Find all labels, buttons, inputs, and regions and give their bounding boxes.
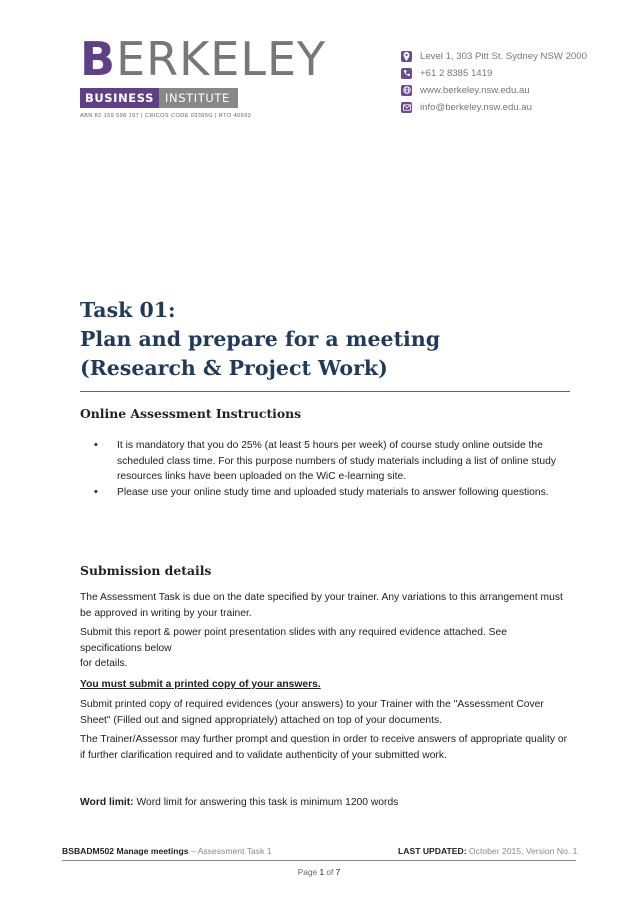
- contact-email: [401, 100, 611, 114]
- contact-phone-text[interactable]: +61 2 8385 1419: [420, 67, 493, 79]
- phone-icon: [401, 68, 412, 79]
- footer-separator: –: [188, 846, 198, 856]
- page-prefix: Page: [297, 867, 320, 877]
- logo-band: [80, 88, 238, 108]
- page-total: 7: [335, 867, 341, 877]
- contact-website: [401, 83, 611, 97]
- task-title: [80, 296, 570, 383]
- location-pin-icon: [401, 51, 412, 62]
- online-instructions-list: [94, 438, 564, 500]
- task-title-line3: (Research & Project Work): [80, 356, 388, 380]
- list-item: • It is mandatory that you do 25% (at least 5 hours per week) of course study online outside the scheduled class time. For this purpose numbers of study materials including a list of online study resources links have been uploaded on the WiC e-learning site.: [94, 438, 564, 485]
- footer-updated-label: LAST UPDATED:: [398, 846, 467, 856]
- contact-address: [401, 49, 611, 63]
- list-item: • Please use your online study time and uploaded study materials to answer following questions.: [94, 485, 564, 501]
- submission-paragraph-due: The Assessment Task is due on the date specified by your trainer. Any variations to this arrangement must be approved in writing by your trainer.: [80, 592, 563, 619]
- contact-website-text[interactable]: www.berkeley.nsw.edu.au: [420, 84, 530, 96]
- word-limit: [80, 795, 570, 811]
- word-limit-text: Word limit for answering this task is minimum 1200 words: [133, 797, 399, 808]
- globe-icon: [401, 85, 412, 96]
- logo-band-business: BUSINESS: [80, 88, 159, 108]
- logo-first-letter: B: [80, 32, 117, 86]
- submission-paragraph-evidence: Submit printed copy of required evidences (your answers) to your Trainer with the "Assessment Cover Sheet" (Filled out and signed appropriately) attached on top of your documents.: [80, 699, 544, 726]
- footer-task: Assessment Task 1: [197, 846, 272, 856]
- footer-unit-code: BSBADM502 Manage meetings: [62, 846, 189, 856]
- abn-line: ABN 82 159 598 197 | CRICOS CODE 03395G | RTO 40693: [80, 113, 252, 119]
- contact-email-text[interactable]: info@berkeley.nsw.edu.au: [420, 101, 532, 113]
- footer-updated-value: October 2015, Version No. 1: [466, 846, 578, 856]
- submission-paragraph-submit-text: Submit this report & power point presentation slides with any required evidence attached. See specifications below: [80, 627, 507, 654]
- berkeley-logo-wordmark: [80, 32, 327, 86]
- task-title-line1: Task 01:: [80, 298, 176, 322]
- logo-rest: ERKELEY: [116, 32, 327, 86]
- footer-updated: [398, 846, 577, 856]
- page-of: of: [324, 867, 336, 877]
- task-title-line2: Plan and prepare for a meeting: [80, 327, 441, 351]
- submission-heading: Submission details: [80, 563, 212, 578]
- submission-paragraph-submit-tail: for details.: [80, 658, 128, 669]
- contact-phone: [401, 66, 611, 80]
- footer-unit: [62, 846, 272, 856]
- envelope-icon: [401, 102, 412, 113]
- page-current: 1: [319, 867, 325, 877]
- printed-copy-notice: You must submit a printed copy of your answers.: [80, 679, 321, 690]
- submission-paragraph-submit: [80, 625, 570, 672]
- logo-band-institute: INSTITUTE: [159, 88, 238, 108]
- contact-address-text: Level 1, 303 Pitt St. Sydney NSW 2000: [420, 50, 587, 62]
- footer-divider: [62, 860, 576, 861]
- word-limit-label: Word limit:: [80, 797, 134, 808]
- title-divider: [80, 391, 570, 392]
- submission-paragraph-assessor: The Trainer/Assessor may further prompt and question in order to receive answers of appropriate quality or if further clarification required and to validate authenticity of your submitted work.: [80, 734, 568, 761]
- page-number: [0, 867, 638, 877]
- online-instructions-heading: Online Assessment Instructions: [80, 406, 302, 421]
